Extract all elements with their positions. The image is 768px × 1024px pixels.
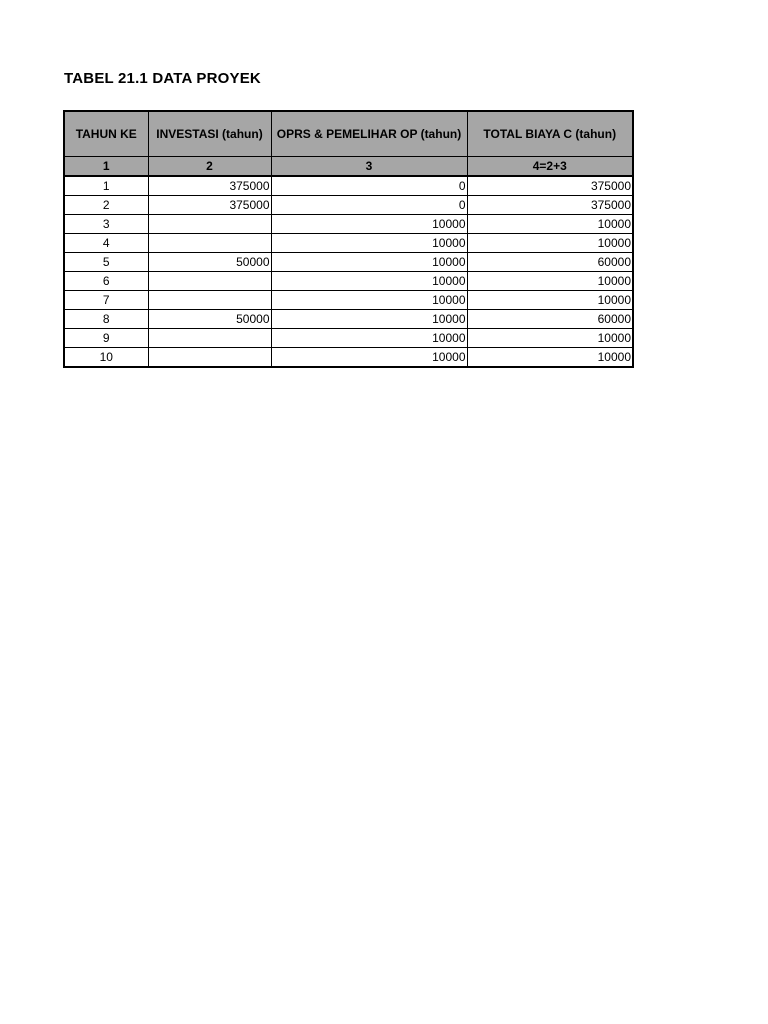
total-cell: 10000 [467, 329, 633, 348]
investasi-cell: 375000 [148, 196, 271, 215]
investasi-cell [148, 291, 271, 310]
column-index-2: 2 [148, 157, 271, 177]
data-table [63, 110, 634, 368]
total-cell: 60000 [467, 310, 633, 329]
oprs-cell: 10000 [271, 272, 467, 291]
oprs-cell: 10000 [271, 215, 467, 234]
table-row [64, 196, 633, 215]
table-row [64, 215, 633, 234]
column-index-4: 4=2+3 [467, 157, 633, 177]
total-cell: 375000 [467, 176, 633, 196]
investasi-cell: 50000 [148, 310, 271, 329]
header-oprs-pemelihar: OPRS & PEMELIHAR OP (tahun) [271, 111, 467, 157]
investasi-cell [148, 348, 271, 368]
table-row [64, 291, 633, 310]
year-cell: 4 [64, 234, 148, 253]
year-cell: 1 [64, 176, 148, 196]
investasi-cell [148, 234, 271, 253]
total-cell: 375000 [467, 196, 633, 215]
header-investasi: INVESTASI (tahun) [148, 111, 271, 157]
oprs-cell: 10000 [271, 348, 467, 368]
total-cell: 10000 [467, 234, 633, 253]
year-cell: 2 [64, 196, 148, 215]
investasi-cell [148, 329, 271, 348]
investasi-cell [148, 272, 271, 291]
header-total-biaya: TOTAL BIAYA C (tahun) [467, 111, 633, 157]
oprs-cell: 10000 [271, 291, 467, 310]
table-row [64, 234, 633, 253]
header-tahun-ke: TAHUN KE [64, 111, 148, 157]
total-cell: 10000 [467, 291, 633, 310]
table-header-row [64, 111, 633, 157]
table-row [64, 176, 633, 196]
year-cell: 10 [64, 348, 148, 368]
year-cell: 3 [64, 215, 148, 234]
oprs-cell: 10000 [271, 234, 467, 253]
table-row [64, 310, 633, 329]
total-cell: 10000 [467, 272, 633, 291]
column-index-row [64, 157, 633, 177]
year-cell: 6 [64, 272, 148, 291]
investasi-cell: 50000 [148, 253, 271, 272]
column-index-1: 1 [64, 157, 148, 177]
total-cell: 10000 [467, 215, 633, 234]
oprs-cell: 0 [271, 176, 467, 196]
table-row [64, 253, 633, 272]
total-cell: 60000 [467, 253, 633, 272]
table-row [64, 272, 633, 291]
year-cell: 9 [64, 329, 148, 348]
table-row [64, 348, 633, 368]
table-row [64, 329, 633, 348]
column-index-3: 3 [271, 157, 467, 177]
total-cell: 10000 [467, 348, 633, 368]
investasi-cell [148, 215, 271, 234]
year-cell: 7 [64, 291, 148, 310]
page-title: TABEL 21.1 DATA PROYEK [64, 70, 261, 87]
table-body [64, 176, 633, 367]
investasi-cell: 375000 [148, 176, 271, 196]
oprs-cell: 10000 [271, 253, 467, 272]
year-cell: 8 [64, 310, 148, 329]
oprs-cell: 0 [271, 196, 467, 215]
year-cell: 5 [64, 253, 148, 272]
oprs-cell: 10000 [271, 310, 467, 329]
oprs-cell: 10000 [271, 329, 467, 348]
